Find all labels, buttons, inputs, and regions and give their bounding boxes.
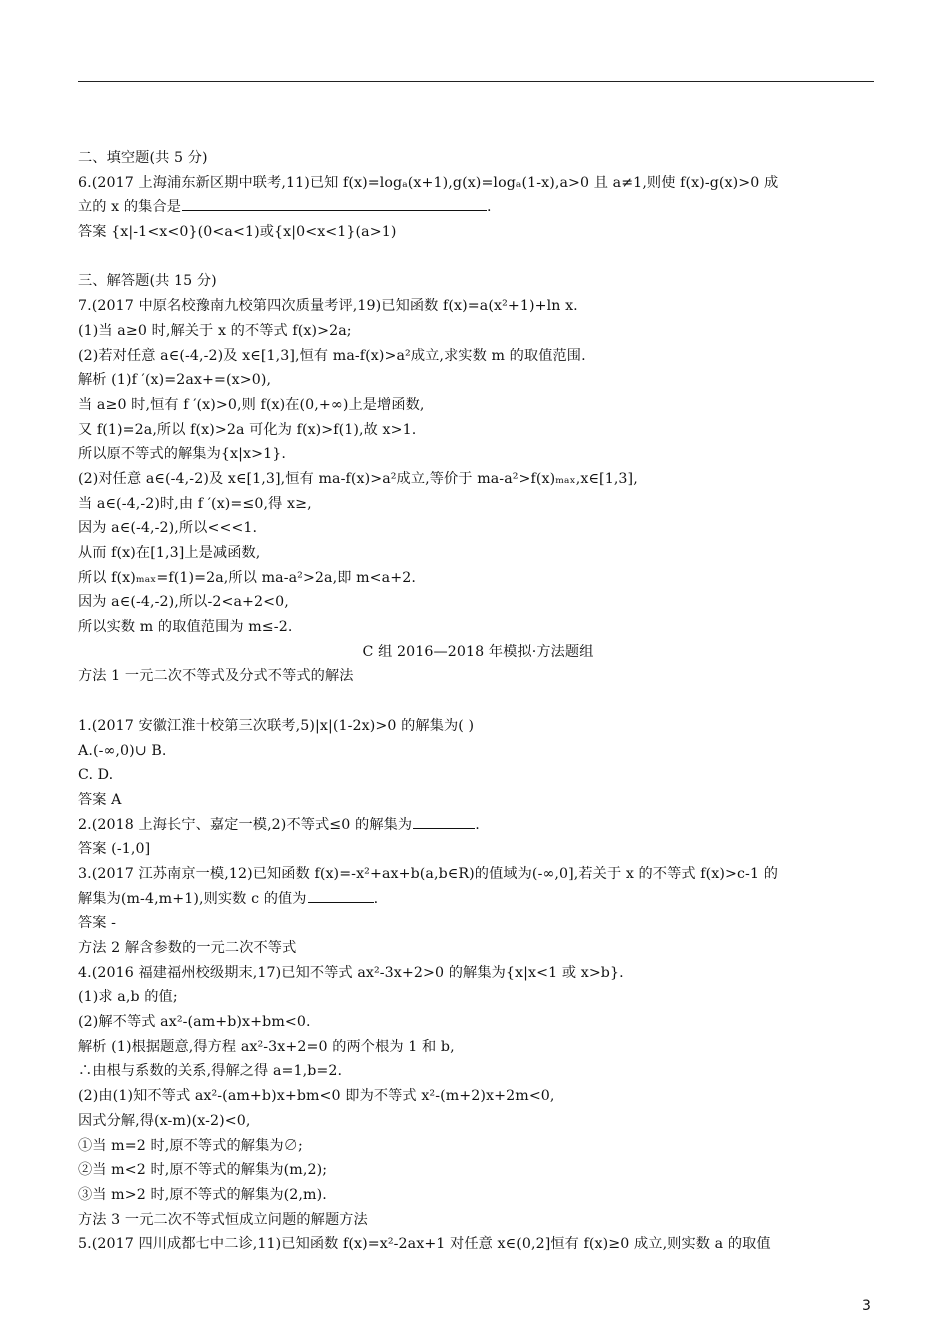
- line-text: 解析 (1)根据题意,得方程 ax²-3x+2=0 的两个根为 1 和 b,: [78, 1038, 455, 1055]
- text-line: [78, 837, 878, 862]
- line-text: 5.(2017 四川成都七中二诊,11)已知函数 f(x)=x²-2ax+1 对任意 x∈(0,2]恒有 f(x)≥0 成立,则实数 a 的取值: [78, 1236, 771, 1253]
- text-line: [78, 195, 878, 220]
- line-text: C. D.: [78, 767, 114, 784]
- text-line: [78, 1059, 878, 1084]
- line-text: 从而 f(x)在[1,3]上是减函数,: [78, 545, 261, 561]
- line-text: 7.(2017 中原名校豫南九校第四次质量考评,19)已知函数 f(x)=a(x²+1)+ln x.: [78, 298, 578, 315]
- text-line: [78, 566, 878, 591]
- text-line: [78, 936, 878, 961]
- line-text: 因式分解,得(x-m)(x-2)<0,: [78, 1112, 251, 1129]
- line-text: (2)由(1)知不等式 ax²-(am+b)x+bm<0 即为不等式 x²-(m+2)x+2m<0,: [78, 1088, 555, 1105]
- text-line: [78, 368, 878, 393]
- text-line: [78, 393, 878, 418]
- line-text: 答案 (-1,0]: [78, 841, 151, 858]
- text-line: [78, 442, 878, 467]
- line-text: C 组 2016—2018 年模拟·方法题组: [362, 643, 594, 660]
- line-text: 又 f(1)=2a,所以 f(x)>2a 可化为 f(x)>f(1),故 x>1.: [78, 421, 417, 438]
- text-line: [78, 146, 878, 171]
- text-line: [78, 171, 878, 196]
- text-line: [78, 615, 878, 640]
- text-line: [78, 813, 878, 838]
- blank-line: [78, 245, 878, 270]
- text-line: [78, 1232, 878, 1257]
- line-text: 因为 a∈(-4,-2),所以-2<a+2<0,: [78, 594, 289, 611]
- line-text: ∴由根与系数的关系,得解之得 a=1,b=2.: [78, 1063, 343, 1080]
- text-line: [78, 961, 878, 986]
- line-text: 解析 (1)f ′(x)=2ax+=(x>0),: [78, 372, 272, 389]
- answer-blank: [413, 827, 475, 829]
- line-text: 所以 f(x)ₘₐₓ=f(1)=2a,所以 ma-a²>2a,即 m<a+2.: [78, 569, 416, 586]
- line-text: 答案 A: [78, 791, 122, 808]
- text-line: [78, 344, 878, 369]
- text-line: [78, 319, 878, 344]
- line-text: 解集为(m-4,m+1),则实数 c 的值为: [78, 890, 307, 907]
- line-text-after-blank: .: [373, 890, 379, 907]
- line-text: 方法 2 解含参数的一元二次不等式: [78, 940, 297, 956]
- line-text: 答案 {x|-1<x<0}(0<a<1)或{x|0<x<1}(a>1): [78, 224, 397, 241]
- blank-line: [78, 689, 878, 714]
- line-text: A.(-∞,0)∪ B.: [78, 742, 167, 759]
- line-text: 所以原不等式的解集为{x|x>1}.: [78, 446, 286, 463]
- line-text: (2)解不等式 ax²-(am+b)x+bm<0.: [78, 1014, 311, 1031]
- text-line: [78, 1208, 878, 1233]
- text-line: [78, 664, 878, 689]
- line-text: (2)若对任意 a∈(-4,-2)及 x∈[1,3],恒有 ma-f(x)>a²成立,求实数 m 的取值范围.: [78, 347, 586, 364]
- text-line: [78, 1084, 878, 1109]
- text-line: [78, 887, 878, 912]
- text-line: [78, 541, 878, 566]
- line-text: 方法 1 一元二次不等式及分式不等式的解法: [78, 668, 354, 685]
- text-line: [78, 1010, 878, 1035]
- text-line: [78, 985, 878, 1010]
- page-number: 3: [862, 1298, 871, 1314]
- text-line: [78, 418, 878, 443]
- text-line: [78, 714, 878, 739]
- line-text: 1.(2017 安徽江淮十校第三次联考,5)|x|(1-2x)>0 的解集为( ): [78, 717, 475, 734]
- line-text: 三、解答题(共 15 分): [78, 273, 217, 290]
- text-line: [78, 590, 878, 615]
- line-text: 立的 x 的集合是: [78, 199, 182, 216]
- document-body: [78, 146, 878, 1257]
- line-text: 4.(2016 福建福州校级期末,17)已知不等式 ax²-3x+2>0 的解集为{x|x<1 或 x>b}.: [78, 964, 624, 981]
- line-text: ③当 m>2 时,原不等式的解集为(2,m).: [78, 1186, 327, 1203]
- line-text-after-blank: .: [487, 199, 492, 216]
- line-text: 方法 3 一元二次不等式恒成立问题的解题方法: [78, 1211, 368, 1228]
- text-line: [78, 763, 878, 788]
- text-line: [78, 1158, 878, 1183]
- line-text: (2)对任意 a∈(-4,-2)及 x∈[1,3],恒有 ma-f(x)>a²成立,等价于 ma-a²>f(x)ₘₐₓ,x∈[1,3],: [78, 470, 638, 487]
- text-line: [78, 294, 878, 319]
- line-text: 2.(2018 上海长宁、嘉定一模,2)不等式≤0 的解集为: [78, 816, 413, 833]
- text-line: [78, 1183, 878, 1208]
- line-text: 当 a≥0 时,恒有 f ′(x)>0,则 f(x)在(0,+∞)上是增函数,: [78, 396, 425, 413]
- text-line: [78, 220, 878, 245]
- answer-blank: [182, 209, 487, 211]
- text-line: [78, 911, 878, 936]
- text-line: [78, 640, 878, 665]
- line-text: ②当 m<2 时,原不等式的解集为(m,2);: [78, 1162, 328, 1179]
- text-line: [78, 1109, 878, 1134]
- line-text: 6.(2017 上海浦东新区期中联考,11)已知 f(x)=logₐ(x+1),g(x)=logₐ(1-x),a>0 且 a≠1,则使 f(x)-g(x)>0 成: [78, 174, 779, 191]
- line-text-after-blank: .: [475, 816, 480, 833]
- text-line: [78, 1134, 878, 1159]
- line-text: (1)求 a,b 的值;: [78, 989, 178, 1006]
- line-text: 答案 -: [78, 915, 117, 932]
- text-line: [78, 269, 878, 294]
- text-line: [78, 492, 878, 517]
- text-line: [78, 467, 878, 492]
- text-line: [78, 862, 878, 887]
- line-text: ①当 m=2 时,原不等式的解集为∅;: [78, 1137, 303, 1154]
- header-rule: [78, 81, 874, 82]
- line-text: 3.(2017 江苏南京一模,12)已知函数 f(x)=-x²+ax+b(a,b∈R)的值域为(-∞,0],若关于 x 的不等式 f(x)>c-1 的: [78, 865, 778, 882]
- text-line: [78, 788, 878, 813]
- line-text: 二、填空题(共 5 分): [78, 150, 208, 166]
- text-line: [78, 739, 878, 764]
- text-line: [78, 1035, 878, 1060]
- line-text: 当 a∈(-4,-2)时,由 f ′(x)=≤0,得 x≥,: [78, 495, 312, 512]
- line-text: 因为 a∈(-4,-2),所以<<<1.: [78, 520, 258, 537]
- line-text: 所以实数 m 的取值范围为 m≤-2.: [78, 619, 293, 636]
- text-line: [78, 516, 878, 541]
- line-text: (1)当 a≥0 时,解关于 x 的不等式 f(x)>2a;: [78, 322, 352, 339]
- answer-blank: [308, 901, 374, 903]
